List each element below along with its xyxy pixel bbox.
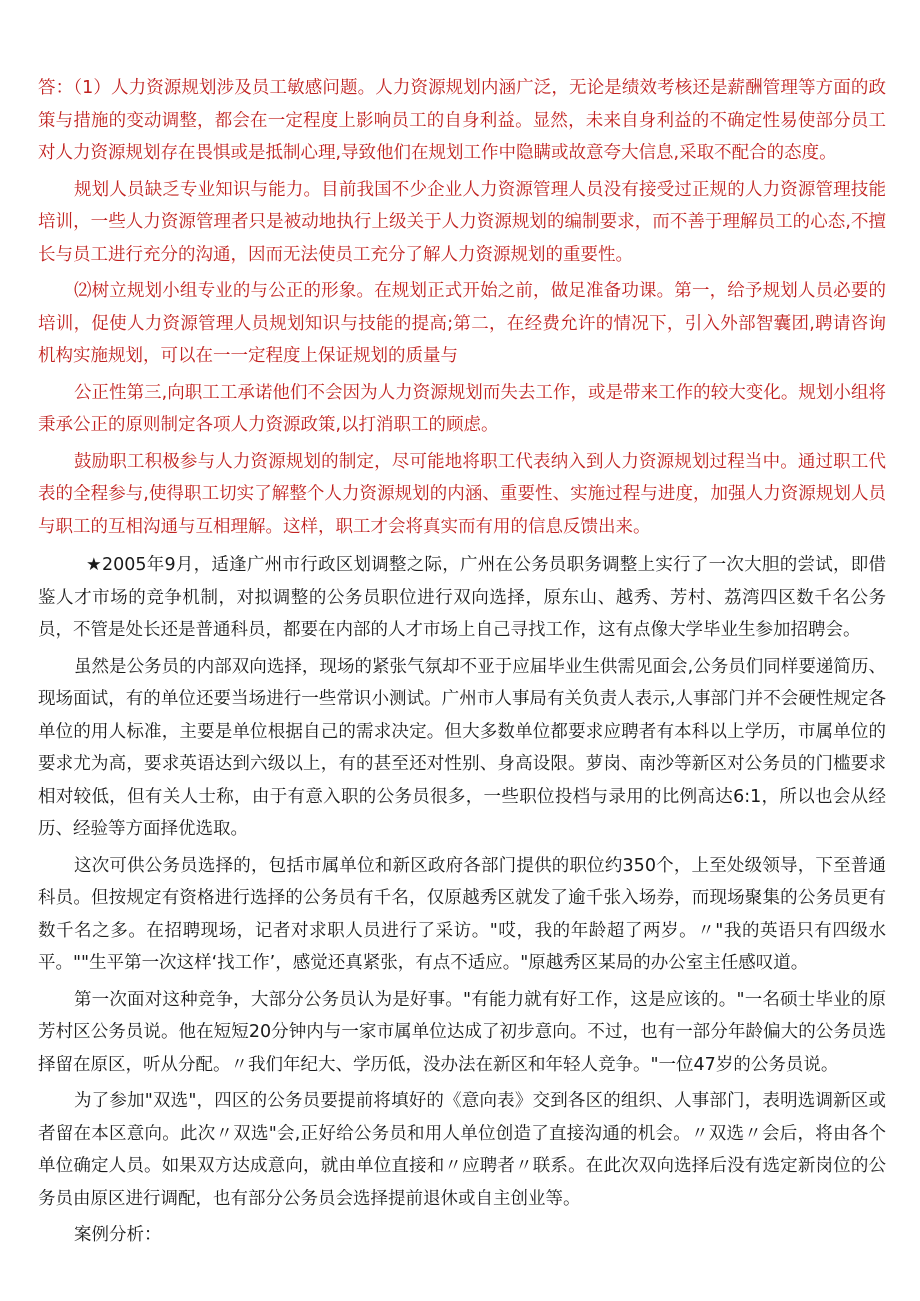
document-page (38, 72, 886, 1256)
answer-paragraph-5: 鼓励职工积极参与人力资源规划的制定，尽可能地将职工代表纳入到人力资源规划过程当中。通过职工代表的全程参与,使得职工切实了解整个人力资源规划的内涵、重要性、实施过程与进度，加强人力资源规划人员与职工的互相沟通与互相理解。这样，职工才会将真实而有用的信息反馈出来。 (38, 451, 886, 537)
answer-paragraph-4: 公正性第三,向职工工承诺他们不会因为人力资源规划而失去工作，或是带来工作的较大变化。规划小组将秉承公正的原则制定各项人力资源政策,以打消职工的顾虑。 (38, 382, 886, 435)
answer-paragraph-3: ⑵树立规划小组专业的与公正的形象。在规划正式开始之前，做足准备功课。第一，给予规划人员必要的培训，促使人力资源管理人员规划知识与技能的提高;第二，在经费允许的情况下，引入外部智囊团,聘请咨询机构实施规划，可以在一一定程度上保证规划的质量与 (38, 281, 886, 366)
case-paragraph-5: 为了参加"双选"，四区的公务员要提前将填好的《意向表》交到各区的组织、人事部门，表明选调新区或者留在本区意向。此次〃双选"会,正好给公务员和用人单位创造了直接沟通的机会。〃双选〃会后，将由各个单位确定人员。如果双方达成意向，就由单位直接和〃应聘者〃联系。在此次双向选择后没有选定新岗位的公务员由原区进行调配，也有部分公务员会选择提前退休或自主创业等。 (38, 1091, 886, 1209)
case-paragraph-3: 这次可供公务员选择的，包括市属单位和新区政府各部门提供的职位约350个，上至处级领导，下至普通科员。但按规定有资格进行选择的公务员有千名，仅原越秀区就发了逾千张入场券，而现场聚集的公务员更有数千名之多。在招聘现场，记者对求职人员进行了采访。"哎，我的年龄超了两岁。〃"我的英语只有四级水平。""生平第一次这样‘找工作’，感觉还真紧张，有点不适应。"原越秀区某局的办公室主任感叹道。 (38, 855, 886, 973)
case-paragraph-4: 第一次面对这种竞争，大部分公务员认为是好事。"有能力就有好工作，这是应该的。"一名硕士毕业的原芳村区公务员说。他在短短20分钟内与一家市属单位达成了初步意向。不过，也有一部分年龄偏大的公务员选择留在原区，听从分配。〃我们年纪大、学历低，没办法在新区和年轻人竞争。"一位47岁的公务员说。 (38, 989, 886, 1075)
case-paragraph-1: ★2005年9月，适逢广州市行政区划调整之际，广州在公务员职务调整上实行了一次大胆的尝试，即借鉴人才市场的竞争机制，对拟调整的公务员职位进行双向选择，原东山、越秀、芳村、荔湾四区数千名公务员，不管是处长还是普通科员，都要在内部的人才市场上自己寻找工作，这有点像大学毕业生参加招聘会。 (38, 555, 886, 640)
answer-paragraph-1: 答：（1）人力资源规划涉及员工敏感问题。人力资源规划内涵广泛，无论是绩效考核还是薪酬管理等方面的政策与措施的变动调整，都会在一定程度上影响员工的自身利益。显然，未来自身利益的不确定性易使部分员工对人力资源规划存在畏惧或是抵制心理,导致他们在规划工作中隐瞒或故意夸大信息,采取不配合的态度。 (38, 78, 886, 163)
answer-paragraph-2: 规划人员缺乏专业知识与能力。目前我国不少企业人力资源管理人员没有接受过正规的人力资源管理技能培训，一些人力资源管理者只是被动地执行上级关于人力资源规划的编制要求，而不善于理解员工的心态,不擅长与员工进行充分的沟通，因而无法使员工充分了解人力资源规划的重要性。 (38, 179, 886, 265)
case-paragraph-2: 虽然是公务员的内部双向选择，现场的紧张气氛却不亚于应届毕业生供需见面会,公务员们同样要递简历、现场面试，有的单位还要当场进行一些常识小测试。广州市人事局有关负责人表示,人事部门并不会硬性规定各单位的用人标准，主要是单位根据自己的需求决定。但大多数单位都要求应聘者有本科以上学历，市属单位的要求尤为高，要求英语达到六级以上，有的甚至还对性别、身高设限。萝岗、南沙等新区对公务员的门槛要求相对较低，但有关人士称，由于有意入职的公务员很多，一些职位投档与录用的比例高达6:1，所以也会从经历、经验等方面择优选取。 (38, 656, 886, 839)
case-analysis-heading: 案例分析： (74, 1225, 162, 1245)
